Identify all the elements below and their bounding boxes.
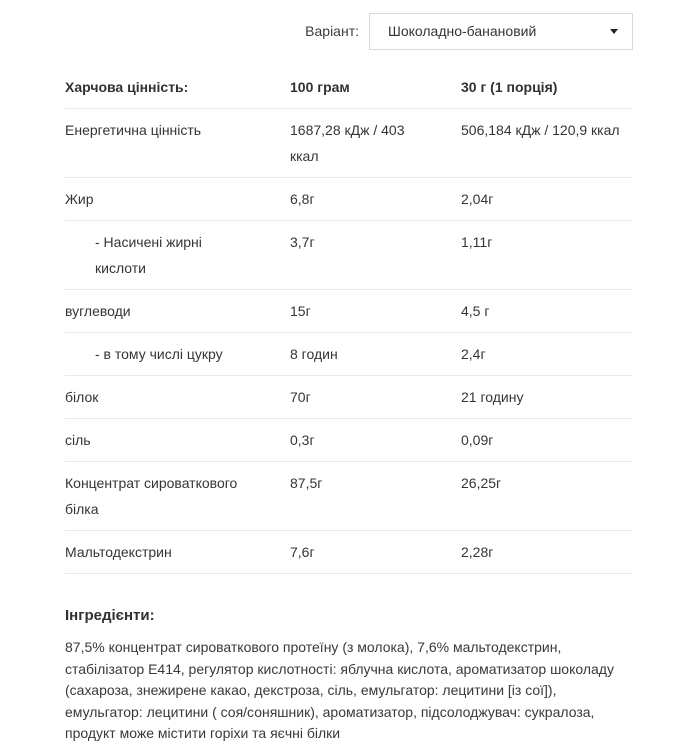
row-per-serving: 0,09г — [461, 432, 494, 448]
ingredients-section — [65, 607, 633, 745]
row-per-serving: 506,184 кДж / 120,9 ккал — [461, 122, 620, 138]
row-per-100g: 7,6г — [290, 544, 315, 560]
variant-select[interactable] — [369, 13, 633, 50]
row-per-serving: 2,4г — [461, 346, 486, 362]
table-row — [65, 531, 633, 574]
table-row — [65, 376, 633, 419]
row-per-serving: 2,04г — [461, 191, 494, 207]
table-row — [65, 419, 633, 462]
nutrition-rows — [65, 109, 633, 574]
row-per-100g: 1687,28 кДж / 403 ккал — [290, 122, 405, 164]
row-per-100g: 8 годин — [290, 346, 338, 362]
col-header-serving: 30 г (1 порція) — [461, 79, 558, 95]
variant-label: Варіант: — [305, 23, 359, 39]
table-row — [65, 462, 633, 531]
row-per-100g: 0,3г — [290, 432, 315, 448]
row-per-serving: 21 годину — [461, 389, 524, 405]
table-row — [65, 221, 633, 290]
row-label: - Насичені жирні кислоти — [95, 234, 202, 276]
table-row — [65, 178, 633, 221]
row-per-100g: 87,5г — [290, 475, 323, 491]
row-per-100g: 3,7г — [290, 234, 315, 250]
row-label: Енергетична цінність — [65, 122, 202, 138]
table-row — [65, 290, 633, 333]
table-row — [65, 109, 633, 178]
row-per-serving: 2,28г — [461, 544, 494, 560]
row-per-serving: 26,25г — [461, 475, 502, 491]
row-per-100g: 6,8г — [290, 191, 315, 207]
ingredients-title: Інгредієнти: — [65, 607, 155, 624]
ingredients-text: 87,5% концентрат сироваткового протеїну (з молока), 7,6% мальтодекстрин, стабілізатор Е414, регулятор кислотності: яблучна кислота, ароматизатор шоколаду (сахароза, знежирене какао, декстроза, сіль, емульгатор: лецитини [із сої]), емульгатор: лецитини ( соя/соняшник), ароматизатор, підсолоджувач: сукралоза, продукт може містити горіхи та яєчні білки — [65, 639, 614, 741]
row-label: вуглеводи — [65, 303, 131, 319]
table-row — [65, 333, 633, 376]
row-label: - в тому числі цукру — [95, 346, 223, 362]
row-per-serving: 4,5 г — [461, 303, 490, 319]
row-label: Мальтодекстрин — [65, 544, 172, 560]
row-label: білок — [65, 389, 99, 405]
row-label: сіль — [65, 432, 91, 448]
row-per-100g: 70г — [290, 389, 311, 405]
variant-selector-row — [65, 12, 633, 50]
nutrition-table — [65, 66, 633, 574]
row-per-serving: 1,11г — [461, 234, 493, 250]
col-header-nutrition: Харчова цінність: — [65, 79, 189, 95]
col-header-100g: 100 грам — [290, 79, 350, 95]
caret-down-icon — [610, 29, 618, 34]
row-per-100g: 15г — [290, 303, 311, 319]
variant-select-value: Шоколадно-банановий — [388, 23, 537, 39]
table-header-row — [65, 66, 633, 109]
row-label: Концентрат сироваткового білка — [65, 475, 238, 517]
row-label: Жир — [65, 191, 94, 207]
